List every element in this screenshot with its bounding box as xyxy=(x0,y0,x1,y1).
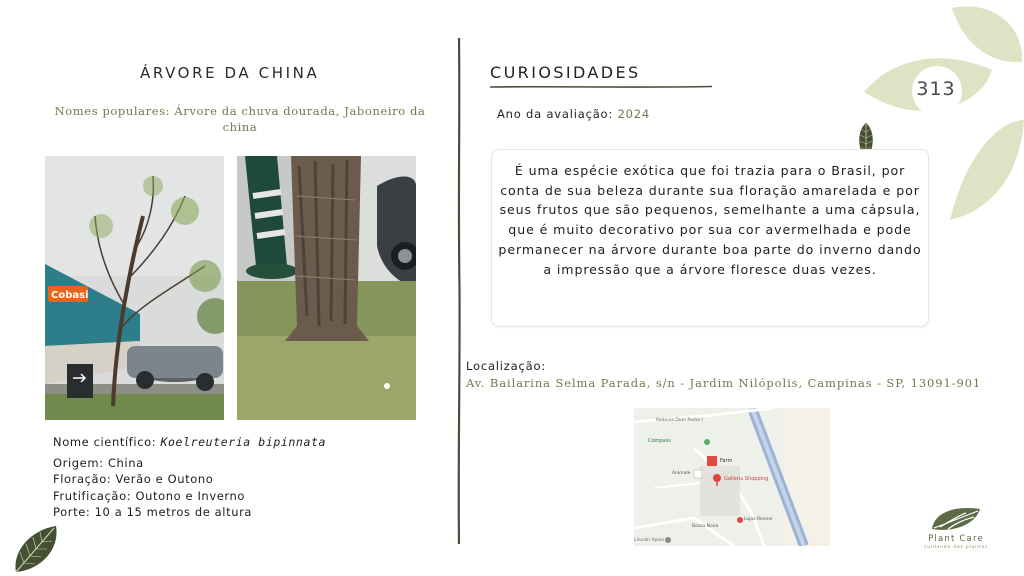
vertical-divider xyxy=(455,38,463,544)
size: Porte: 10 a 15 metros de altura xyxy=(53,505,253,519)
evaluation-year xyxy=(497,107,650,121)
map-label-farm: Farm xyxy=(720,458,733,464)
logo-name: Plant Care xyxy=(928,534,984,544)
year-label: Ano da avaliação: xyxy=(497,107,618,121)
decorative-leaf-bottom-left xyxy=(8,522,62,576)
scientific-label: Nome científico: xyxy=(53,435,161,449)
tree-photo-street xyxy=(45,156,224,420)
location-map[interactable] xyxy=(634,408,830,546)
title-underline xyxy=(490,84,712,89)
flowering: Floração: Verão e Outono xyxy=(53,472,214,486)
tree-trunk-photo xyxy=(237,156,416,420)
location-address: Av. Bailarina Selma Parada, s/n - Jardim Nilópolis, Campinas - SP, 13091-901 xyxy=(466,376,982,390)
scientific-name: Koelreuteria bipinnata xyxy=(160,435,327,449)
map-label-lojas: Lojas Renner xyxy=(744,517,773,522)
curiosity-text: É uma espécie exótica que foi trazia para o Brasil, por conta de sua beleza durante sua floração amarelada e por seus frutos que são pequenos, semelhante a uma cápsula, que é muito decorativo por sua cor avermelhada e pode permanecer na árvore durante boa parte do inverno dando a impressão que a árvore floresce duas vezes. xyxy=(498,163,922,277)
plant-details xyxy=(53,434,326,521)
year-value: 2024 xyxy=(617,107,650,121)
origin: Origem: China xyxy=(53,455,144,470)
map-label-compass: Compass xyxy=(648,438,671,444)
map-label-bottom: Lincoln Apoio xyxy=(634,538,665,543)
curiosities-title: CURIOSIDADES xyxy=(490,63,641,82)
map-label-galleria: Galleria Shopping xyxy=(724,476,769,482)
map-label-animale: Animale xyxy=(672,471,691,476)
plant-care-logo-icon xyxy=(930,503,982,533)
store-sign xyxy=(48,286,89,302)
fruiting: Frutificação: Outono e Inverno xyxy=(53,488,246,503)
popular-names: Nomes populares: Árvore da chuva dourada, Jaboneiro da china xyxy=(54,104,426,134)
page-title: ÁRVORE DA CHINA xyxy=(140,64,320,82)
map-label-bossa: Bossa Nova xyxy=(692,524,719,529)
svg-text:Cobasi: Cobasi xyxy=(51,290,89,301)
map-label-top: Rodovia Dom Pedro I xyxy=(656,418,703,423)
page-number: 313 xyxy=(916,78,956,100)
logo-tagline: cuidando das plantas xyxy=(923,545,989,550)
scientific-name-row xyxy=(53,434,326,451)
location-label: Localização: xyxy=(466,359,546,373)
